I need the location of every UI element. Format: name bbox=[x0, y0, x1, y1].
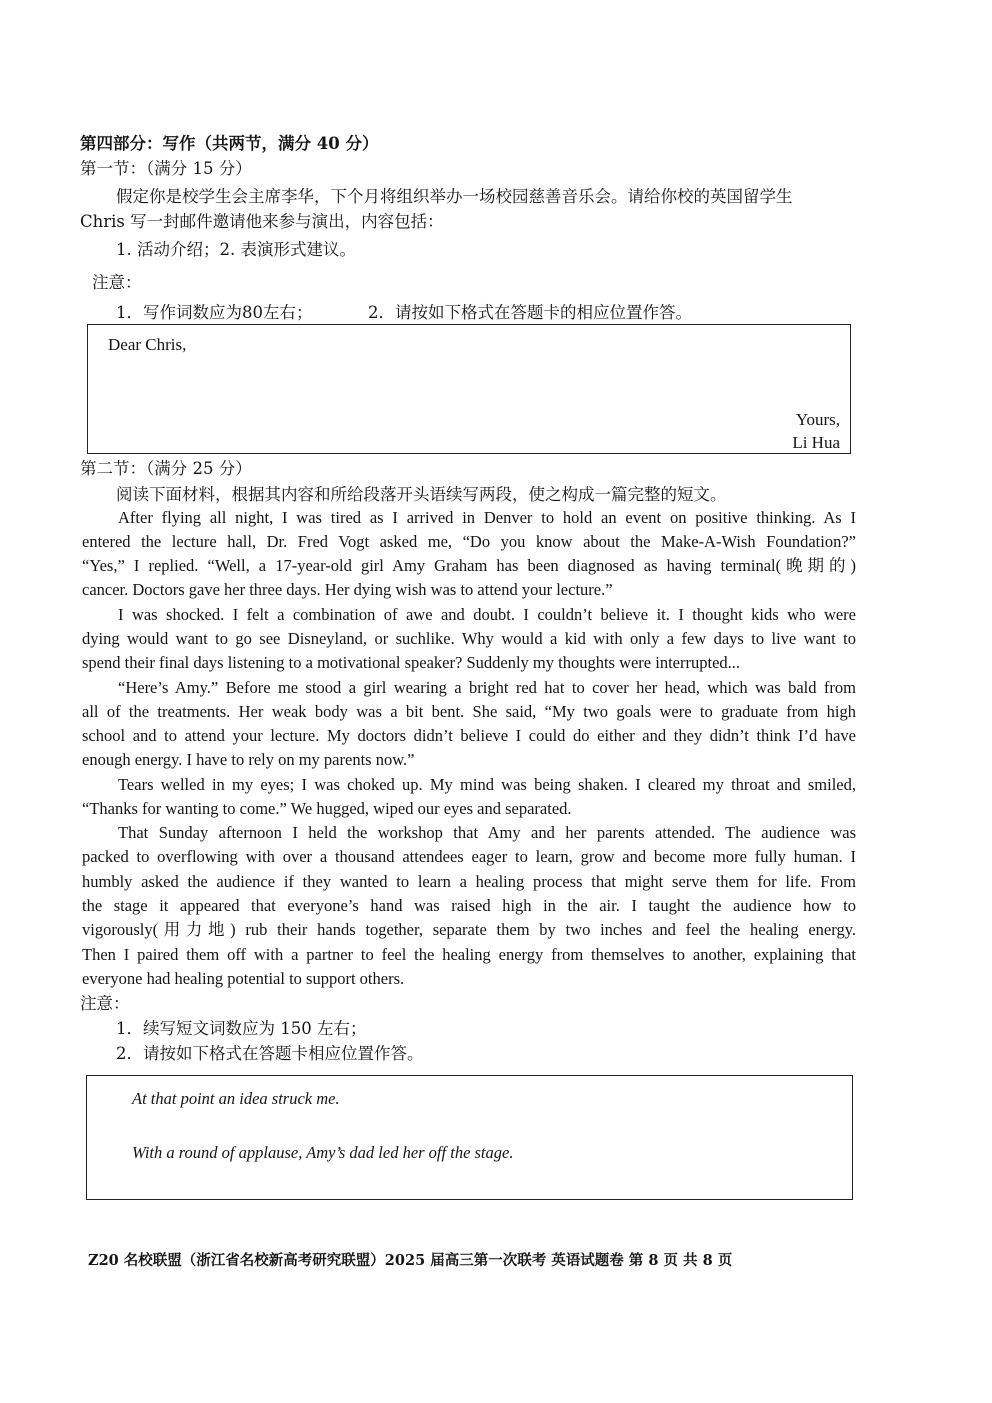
section2-note1: 1．续写短文词数应为 150 左右； bbox=[116, 1019, 367, 1038]
para1-start: At that point an idea struck me. bbox=[132, 1089, 340, 1108]
page-footer: Z20 名校联盟（浙江省名校新高考研究联盟）2025 届高三第一次联考 英语试题卷 第 8 页 共 8 页 bbox=[88, 1252, 733, 1269]
section1-heading: 第一节：（满分 15 分） bbox=[80, 159, 252, 178]
passage-line: cancer. Doctors gave her three days. Her dying wish was to attend your lecture.” bbox=[82, 580, 613, 599]
passage-line: “Here’s Amy.” Before me stood a girl wearing a bright red hat to cover her head, which was bald from bbox=[118, 678, 856, 697]
passage-line: “Yes,” I replied. “Well, a 17-year-old girl Amy Graham has been diagnosed as having terminal(晚期的) bbox=[82, 556, 856, 575]
passage-line: dying would want to go see Disneyland, or suchlike. Why would a kid with only a few days to live want to bbox=[82, 629, 856, 648]
passage-line: That Sunday afternoon I held the workshop that Amy and her parents attended. The audience was bbox=[118, 823, 856, 842]
passage-line: After flying all night, I was tired as I arrived in Denver to hold an event on positive thinking. As I bbox=[118, 508, 856, 527]
passage-line: “Thanks for wanting to come.” We hugged, wiped our eyes and separated. bbox=[82, 799, 572, 818]
passage-line: Tears welled in my eyes; I was choked up. My mind was being shaken. I cleared my throat and smiled, bbox=[118, 775, 856, 794]
section1-prompt-line1: 假定你是校学生会主席李华，下个月将组织举办一场校园慈善音乐会。请给你校的英国留学生 bbox=[116, 187, 793, 206]
passage-line: packed to overflowing with over a thousand attendees eager to learn, grow and become more fully human. I bbox=[82, 847, 856, 866]
para2-start: With a round of applause, Amy’s dad led her off the stage. bbox=[132, 1143, 514, 1162]
passage-line: enough energy. I have to rely on my parents now.” bbox=[82, 750, 415, 769]
passage-line: all of the treatments. Her weak body was a bit bent. She said, “My two goals were to graduate from high bbox=[82, 702, 856, 721]
passage-line: entered the lecture hall, Dr. Fred Vogt asked me, “Do you know about the Make-A-Wish Foundation?” bbox=[82, 532, 856, 551]
passage-line: everyone had healing potential to support others. bbox=[82, 969, 405, 988]
passage-line: humbly asked the audience if they wanted to learn a healing process that might serve them for life. From bbox=[82, 872, 856, 891]
passage-line: school and to attend your lecture. My doctors didn’t believe I could do either and they didn’t think I’d have bbox=[82, 726, 856, 745]
passage-line: spend their final days listening to a motivational speaker? Suddenly my thoughts were interrupted... bbox=[82, 653, 741, 672]
letter-closing: Yours, bbox=[795, 410, 840, 429]
section2-note-label: 注意： bbox=[80, 994, 130, 1013]
passage-line: the stage it appeared that everyone’s hand was raised high in the air. I taught the audience how to bbox=[82, 896, 856, 915]
section1-note2: 2．请按如下格式在答题卡的相应位置作答。 bbox=[368, 303, 692, 322]
letter-greeting: Dear Chris, bbox=[108, 335, 187, 354]
section2-heading: 第二节：（满分 25 分） bbox=[80, 459, 252, 478]
passage-line: I was shocked. I felt a combination of awe and doubt. I couldn’t believe it. I thought kids who were bbox=[118, 605, 856, 624]
section1-note-label: 注意： bbox=[92, 273, 142, 292]
passage-line: vigorously(用力地) rub their hands together, separate them by two inches and feel the healing energy. bbox=[82, 920, 856, 939]
continuation-answer-box bbox=[86, 1075, 853, 1200]
passage-line: Then I paired them off with a partner to feel the healing energy from themselves to another, explaining that bbox=[82, 945, 856, 964]
section1-note1: 1．写作词数应为80左右； bbox=[116, 303, 313, 322]
section2-instruction: 阅读下面材料，根据其内容和所给段落开头语续写两段，使之构成一篇完整的短文。 bbox=[116, 485, 727, 504]
section1-points: 1. 活动介绍；2. 表演形式建议。 bbox=[116, 240, 356, 259]
section2-note2: 2．请按如下格式在答题卡相应位置作答。 bbox=[116, 1044, 424, 1063]
part-title: 第四部分：写作（共两节，满分 40 分） bbox=[80, 134, 379, 153]
section1-prompt-line2: Chris 写一封邮件邀请他来参与演出，内容包括： bbox=[80, 212, 444, 231]
letter-signature: Li Hua bbox=[792, 433, 840, 452]
